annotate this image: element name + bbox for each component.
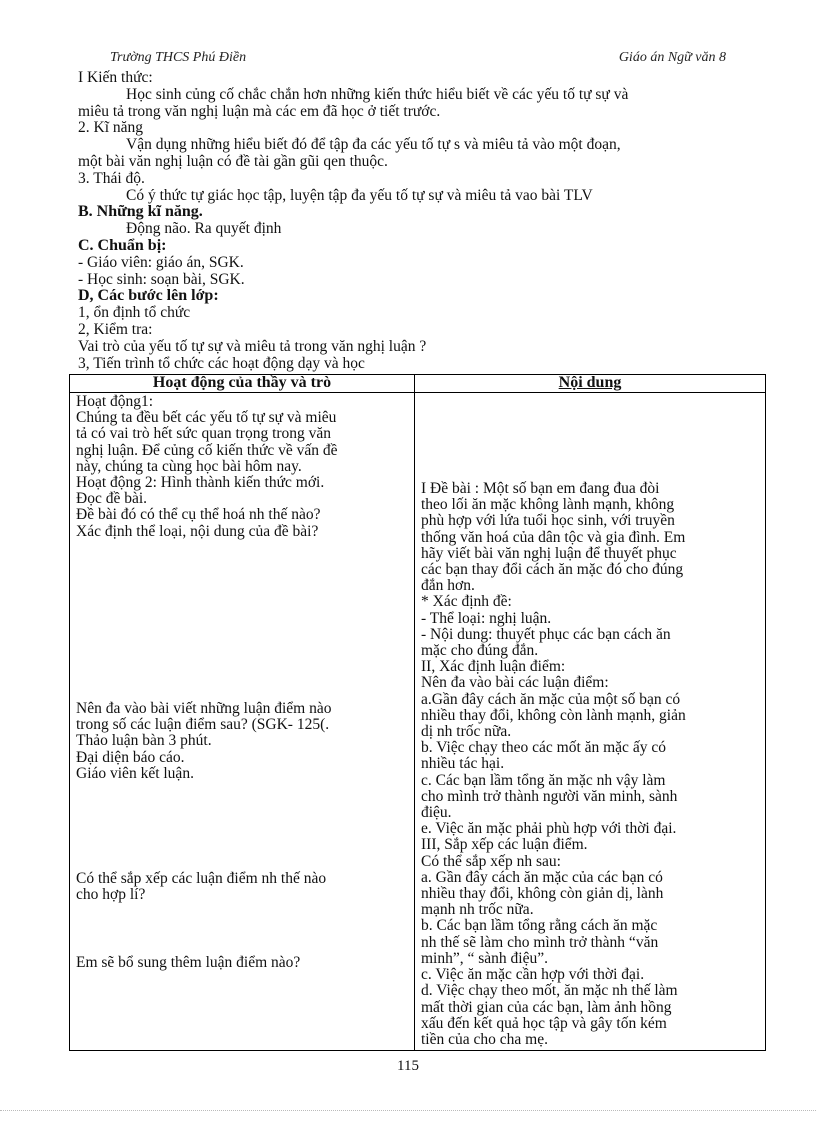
- text-line: c. Các bạn lầm tổng ăn mặc nh vậy làm: [421, 771, 666, 789]
- text-line: trong số các luận điểm sau? (SGK- 125(.: [76, 716, 330, 734]
- text-line: nhiều thay đổi, không còn lành mạnh, giản: [421, 706, 686, 724]
- text-line: minh”, “ sành điệu”.: [421, 949, 548, 967]
- lesson-activity-table: [69, 374, 766, 1051]
- text-line: Chúng ta đều bết các yếu tố tự sự và miêu: [76, 409, 337, 427]
- activity-block: [76, 701, 408, 782]
- text-line: Động não. Ra quyết định: [126, 220, 282, 238]
- text-line: c. Việc ăn mặc cần hợp với thời đại.: [421, 966, 645, 984]
- text-line: đắn hơn.: [421, 577, 475, 595]
- text-line: 3, Tiến trình tổ chức các hoạt động dạy và học: [78, 354, 365, 372]
- text-line: Vận dụng những hiểu biết đó để tập đa các yếu tố tự s và miêu tả vào một đoạn,: [126, 136, 621, 154]
- text-line: phù hợp với lứa tuổi học sinh, với truyền: [421, 512, 675, 530]
- content-block: [421, 481, 761, 1048]
- text-line: nhiều tác hại.: [421, 755, 505, 773]
- text-line: tiền của cho cha mẹ.: [421, 1030, 548, 1048]
- text-line: tả có vai trò hết sức quan trọng trong văn: [76, 425, 332, 443]
- text-line: Vai trò của yếu tố tự sự và miêu tả trong văn nghị luận ?: [78, 337, 427, 355]
- section-c-heading: C. Chuẩn bị:: [78, 236, 167, 254]
- text-line: theo lối ăn mặc không lành mạnh, không: [421, 496, 675, 514]
- text-line: miêu tả trong văn nghị luận mà các em đã học ở tiết trước.: [78, 102, 441, 120]
- text-line: cho mình trở thành người văn minh, sành: [421, 787, 678, 805]
- section-attitude-heading: 3. Thái độ.: [78, 169, 145, 187]
- text-line: điệu.: [421, 804, 452, 822]
- text-line: Nên đa vào bài các luận điểm:: [421, 674, 609, 692]
- subject-header: Giáo án Ngữ văn 8: [618, 50, 726, 65]
- text-line: Hoạt động 2: Hình thành kiến thức mới.: [76, 474, 325, 492]
- page-number: 115: [397, 1058, 419, 1074]
- text-line: 2, Kiểm tra:: [78, 320, 153, 338]
- text-line: Đọc đề bài.: [76, 490, 148, 508]
- text-line: III, Sắp xếp các luận điểm.: [421, 836, 588, 854]
- section-skills-heading: 2. Kĩ năng: [78, 119, 144, 137]
- text-line: Có ý thức tự giác học tập, luyện tập đa yếu tố tự sự và miêu tả vao bài TLV: [126, 186, 593, 204]
- activity-block: [76, 394, 408, 540]
- text-line: dị nh trốc nữa.: [421, 723, 512, 741]
- column-header-content: [415, 375, 766, 393]
- text-line: e. Việc ăn mặc phải phù hợp với thời đại.: [421, 820, 677, 838]
- text-line: Thảo luận bàn 3 phút.: [76, 732, 212, 750]
- activities-cell: [70, 393, 415, 1051]
- text-line: b. Việc chạy theo các mốt ăn mặc ấy có: [421, 739, 666, 757]
- text-line: - Giáo viên: giáo án, SGK.: [78, 253, 244, 271]
- section-knowledge-heading: I Kiến thức:: [78, 69, 153, 86]
- text-line: Xác định thể loại, nội dung của đề bài?: [76, 522, 319, 540]
- text-line: nghị luận. Để củng cố kiến thức về vấn đề: [76, 441, 338, 459]
- text-line: các bạn thay đổi cách ăn mặc đó cho đúng: [421, 561, 684, 579]
- text-line: Đề bài đó có thể cụ thể hoá nh thế nào?: [76, 506, 321, 524]
- text-line: Nên đa vào bài viết những luận điểm nào: [76, 700, 332, 717]
- text-line: nhiều thay đổi, không còn giản dị, lành: [421, 885, 664, 903]
- text-line: 1, ổn định tổ chức: [78, 304, 191, 322]
- section-b-heading: B. Những kĩ năng.: [78, 203, 203, 221]
- activity-block: [76, 955, 408, 971]
- text-line: mặc cho đúng đắn.: [421, 642, 539, 660]
- text-line: mất thời gian của các bạn, làm ảnh hồng: [421, 998, 672, 1016]
- text-line: Học sinh củng cố chắc chắn hơn những kiến thức hiểu biết về các yếu tố tự sự và: [126, 85, 629, 103]
- column-header-content-label: Nội dung: [558, 374, 622, 392]
- text-line: II, Xác định luận điểm:: [421, 658, 566, 676]
- text-line: Đại diện báo cáo.: [76, 748, 185, 766]
- page-bottom-divider: [0, 1110, 816, 1111]
- text-line: xấu đến kết quả học tập và gây tốn kém: [421, 1014, 667, 1032]
- section-d-heading: D, Các bước lên lớp:: [78, 287, 219, 305]
- text-line: - Nội dung: thuyết phục các bạn cách ăn: [421, 625, 671, 643]
- text-line: cho hợp lí?: [76, 886, 146, 904]
- text-line: Hoạt động1:: [76, 393, 154, 410]
- text-line: I Đề bài : Một số bạn em đang đua đòi: [421, 480, 660, 497]
- text-line: - Thể loại: nghị luận.: [421, 609, 552, 627]
- text-line: mạnh nh trốc nữa.: [421, 901, 534, 919]
- text-line: d. Việc chạy theo mốt, ăn mặc nh thế làm: [421, 982, 678, 1000]
- text-line: Giáo viên kết luận.: [76, 764, 194, 782]
- text-line: * Xác định đề:: [421, 593, 512, 611]
- text-line: a. Gần đây cách ăn mặc của các bạn có: [421, 868, 663, 886]
- text-line: Có thể sắp xếp các luận điểm nh thế nào: [76, 870, 327, 887]
- text-line: này, chúng ta cùng học bài hôm nay.: [76, 457, 302, 475]
- text-line: thống văn hoá của dân tộc và gia đình. Em: [421, 528, 686, 546]
- activity-block: [76, 871, 408, 903]
- text-line: Có thể sắp xếp nh sau:: [421, 852, 561, 870]
- lesson-objectives: [78, 70, 758, 372]
- text-line: một bài văn nghị luận có đề tài gần gũi qen thuộc.: [78, 152, 388, 170]
- text-line: b. Các bạn lầm tổng rằng cách ăn mặc: [421, 917, 658, 935]
- text-line: Em sẽ bổ sung thêm luận điểm nào?: [76, 954, 301, 971]
- text-line: a.Gần đây cách ăn mặc của một số bạn có: [421, 690, 681, 708]
- text-line: hãy viết bài văn nghị luận để thuyết phục: [421, 544, 677, 562]
- column-header-activities: Hoạt động của thầy và trò: [70, 375, 415, 393]
- school-header: Trường THCS Phú Điền: [110, 50, 247, 65]
- content-cell: [415, 393, 766, 1051]
- text-line: - Học sinh: soạn bài, SGK.: [78, 270, 245, 288]
- text-line: nh thế sẽ làm cho mình trở thành “văn: [421, 933, 659, 951]
